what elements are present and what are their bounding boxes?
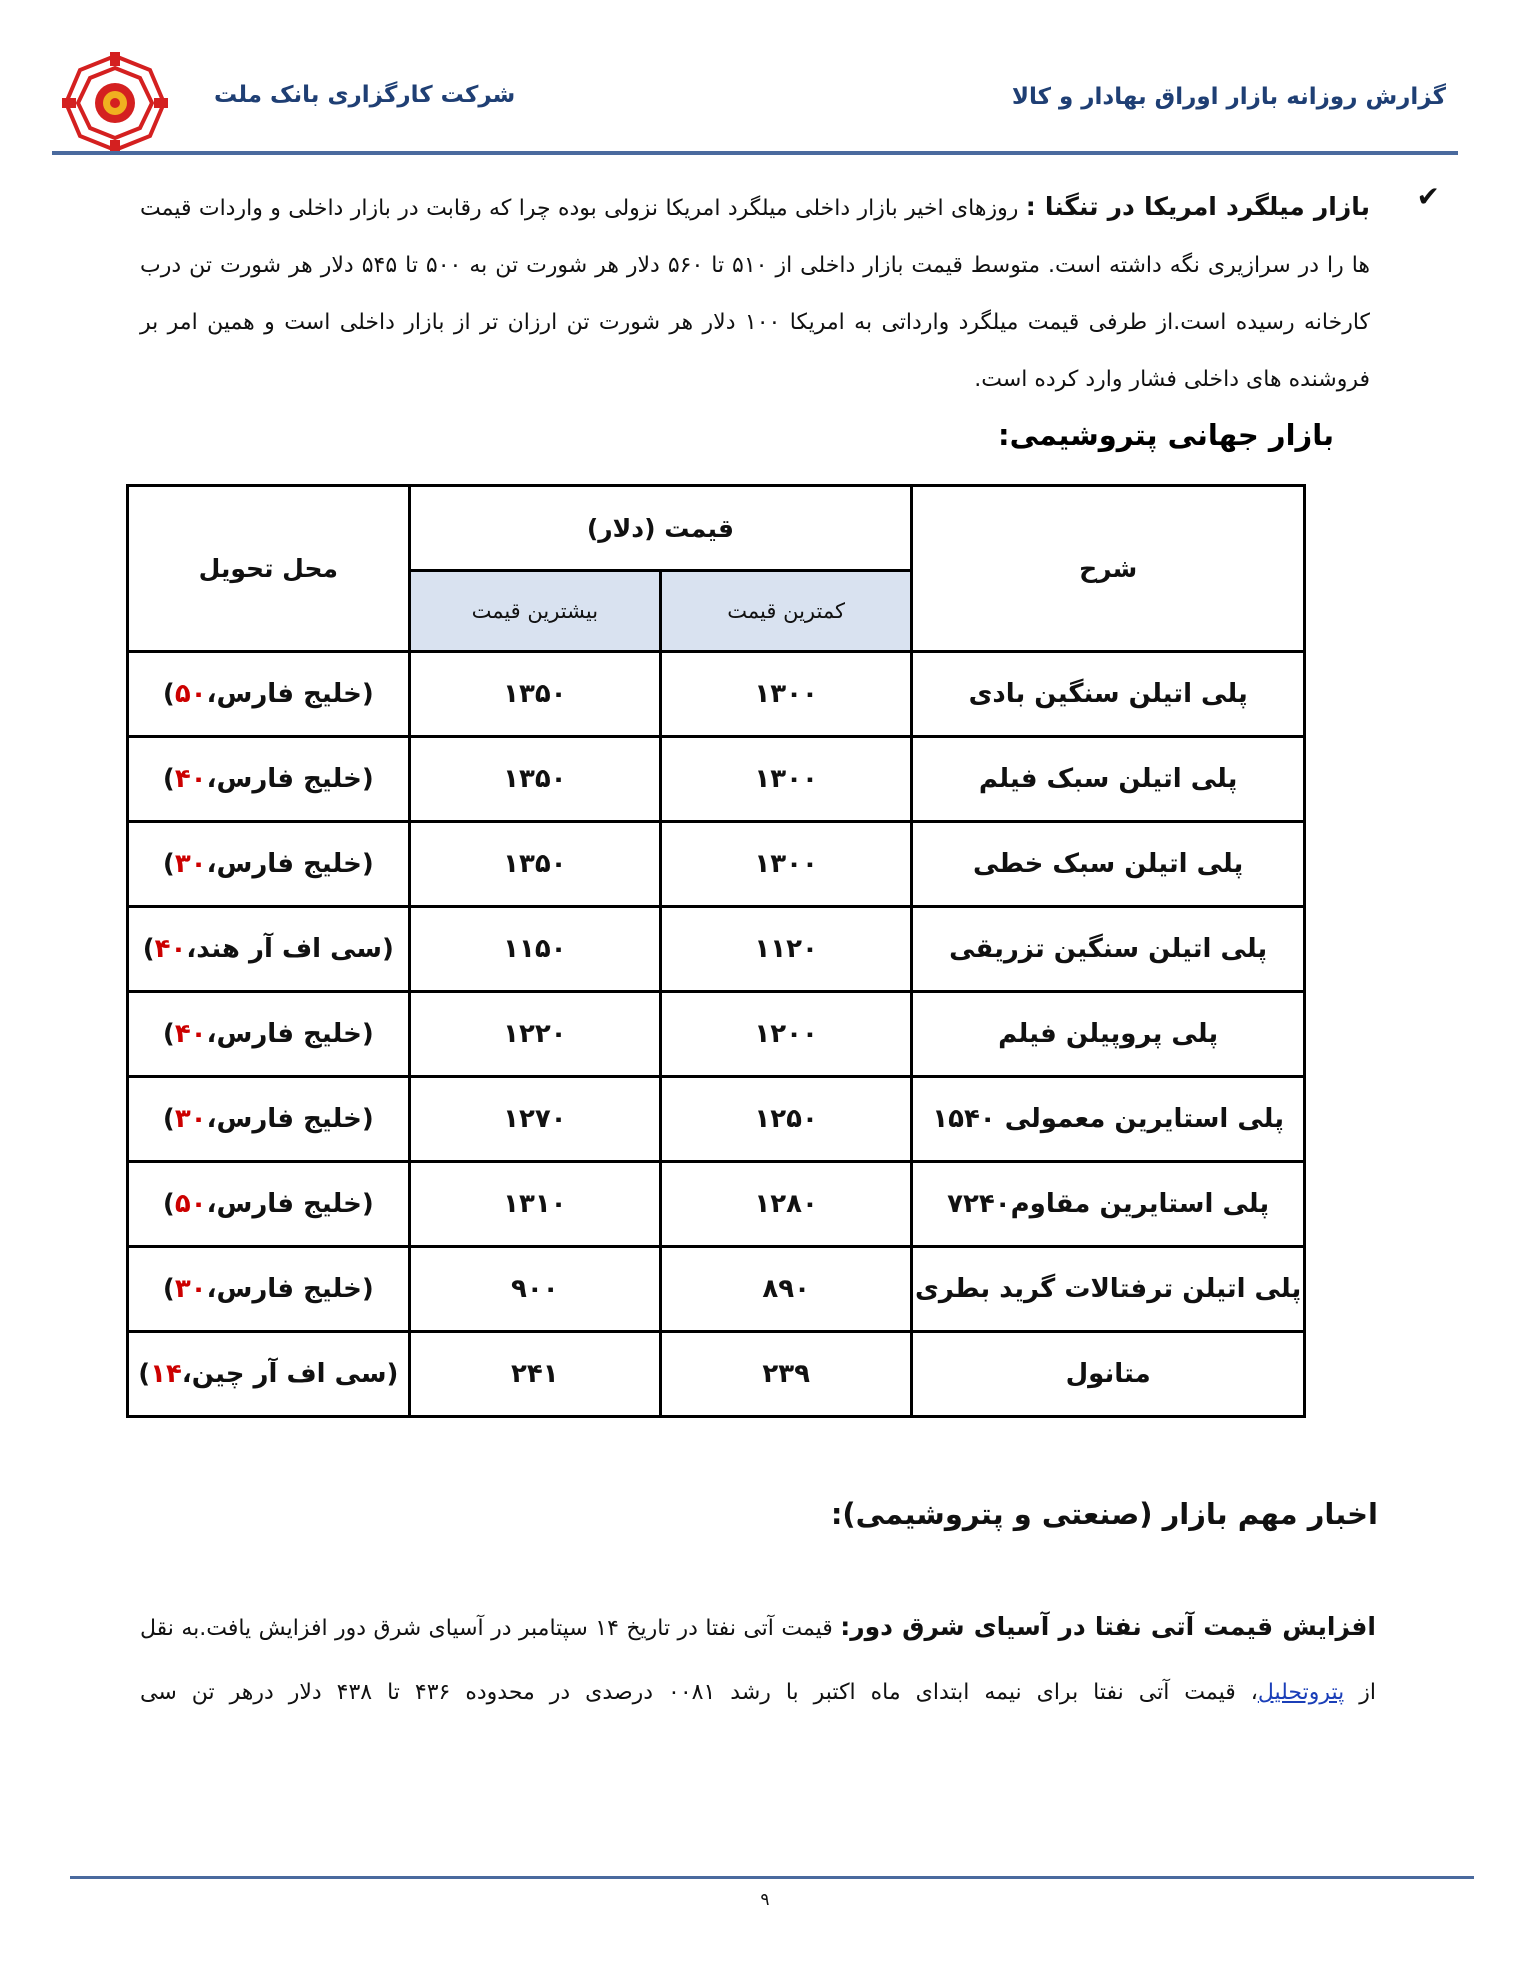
delivery-number: ۳۰ bbox=[174, 849, 207, 879]
table-row bbox=[128, 1162, 1305, 1247]
table-row bbox=[128, 1077, 1305, 1162]
row-max-price: ۱۱۵۰ bbox=[409, 907, 660, 992]
news-body-end: ، قیمت آتی نفتا برای نیمه ابتدای ماه اکتبر با رشد ۰۰۸۱ درصدی در محدوده ۴۳۶ تا ۴۳۸ دلار درهر تن سی bbox=[140, 1680, 1258, 1705]
row-min-price: ۱۲۸۰ bbox=[661, 1162, 912, 1247]
header-delivery: محل تحویل bbox=[128, 486, 410, 652]
delivery-place: (خلیج فارس، bbox=[206, 849, 374, 879]
report-title: گزارش روزانه بازار اوراق بهادار و کالا bbox=[1011, 84, 1446, 110]
delivery-number: ۴۰ bbox=[174, 764, 207, 794]
delivery-number: ۴۰ bbox=[174, 1019, 207, 1049]
row-delivery bbox=[128, 907, 410, 992]
row-description: پلی استایرین معمولی ۱۵۴۰ bbox=[912, 1077, 1305, 1162]
delivery-place: (خلیج فارس، bbox=[206, 1274, 374, 1304]
intro-paragraph bbox=[140, 178, 1370, 408]
delivery-place: (سی اف آر هند، bbox=[186, 934, 394, 964]
table-row bbox=[128, 652, 1305, 737]
row-description: پلی استایرین مقاوم۷۲۴۰ bbox=[912, 1162, 1305, 1247]
row-delivery bbox=[128, 992, 410, 1077]
delivery-close: ) bbox=[162, 1019, 175, 1049]
delivery-number: ۵۰ bbox=[174, 679, 207, 709]
row-description: پلی اتیلن سنگین تزریقی bbox=[912, 907, 1305, 992]
row-description: پلی اتیلن سنگین بادی bbox=[912, 652, 1305, 737]
news-paragraph bbox=[140, 1595, 1376, 1725]
intro-body: روزهای اخیر بازار داخلی میلگرد امریکا نزولی بوده چرا که رقابت در بازار داخلی و واردات قیمت ها را در سرازیری نگه داشته است. متوسط قیمت بازار داخلی از ۵۱۰ تا ۵۶۰ دلار هر شورت تن به ۵۰۰ تا ۵۴۵ دلار هر شورت تن درب کارخانه رسیده است.از طرفی قیمت میلگرد وارداتی به امریکا ۱۰۰ دلار هر شورت تن ارزان تر از بازار داخلی است و همین امر بر فروشنده های داخلی فشار وارد کرده است. bbox=[140, 196, 1371, 392]
row-max-price: ۱۳۵۰ bbox=[409, 737, 660, 822]
delivery-close: ) bbox=[162, 1189, 175, 1219]
delivery-number: ۱۴ bbox=[150, 1359, 182, 1389]
row-description: پلی پروپیلن فیلم bbox=[912, 992, 1305, 1077]
delivery-place: (خلیج فارس، bbox=[206, 764, 374, 794]
delivery-close: ) bbox=[162, 1104, 175, 1134]
row-max-price: ۱۲۲۰ bbox=[409, 992, 660, 1077]
company-name: شرکت کارگزاری بانک ملت bbox=[214, 82, 516, 108]
bank-mellat-logo bbox=[60, 50, 170, 156]
row-max-price: ۱۳۱۰ bbox=[409, 1162, 660, 1247]
row-description: پلی اتیلن سبک خطی bbox=[912, 822, 1305, 907]
row-min-price: ۸۹۰ bbox=[661, 1247, 912, 1332]
table-row bbox=[128, 737, 1305, 822]
row-min-price: ۱۳۰۰ bbox=[661, 737, 912, 822]
table-row bbox=[128, 1247, 1305, 1332]
delivery-close: ) bbox=[142, 934, 155, 964]
header-price-group: قیمت (دلار) bbox=[409, 486, 912, 571]
petrotahlil-link[interactable]: پتروتحلیل bbox=[1257, 1680, 1345, 1705]
row-min-price: ۲۳۹ bbox=[661, 1332, 912, 1417]
delivery-close: ) bbox=[162, 679, 175, 709]
row-max-price: ۲۴۱ bbox=[409, 1332, 660, 1417]
delivery-close: ) bbox=[162, 1274, 175, 1304]
delivery-place: (خلیج فارس، bbox=[206, 1019, 374, 1049]
delivery-place: (خلیج فارس، bbox=[206, 1104, 374, 1134]
row-min-price: ۱۱۲۰ bbox=[661, 907, 912, 992]
row-delivery bbox=[128, 652, 410, 737]
row-description: پلی اتیلن ترفتالات گرید بطری bbox=[912, 1247, 1305, 1332]
delivery-number: ۴۰ bbox=[154, 934, 187, 964]
row-min-price: ۱۲۰۰ bbox=[661, 992, 912, 1077]
row-delivery bbox=[128, 1077, 410, 1162]
header-description: شرح bbox=[912, 486, 1305, 652]
delivery-close: ) bbox=[138, 1359, 151, 1389]
petro-price-table bbox=[126, 484, 1306, 1418]
row-max-price: ۹۰۰ bbox=[409, 1247, 660, 1332]
delivery-close: ) bbox=[162, 849, 175, 879]
row-description: پلی اتیلن سبک فیلم bbox=[912, 737, 1305, 822]
row-max-price: ۱۳۵۰ bbox=[409, 652, 660, 737]
delivery-number: ۳۰ bbox=[174, 1104, 207, 1134]
row-min-price: ۱۳۰۰ bbox=[661, 822, 912, 907]
news-heading: اخبار مهم بازار (صنعتی و پتروشیمی): bbox=[830, 1497, 1378, 1531]
intro-lead: بازار میلگرد امریکا در تنگنا : bbox=[1025, 192, 1370, 221]
delivery-place: (خلیج فارس، bbox=[206, 1189, 374, 1219]
table-row bbox=[128, 992, 1305, 1077]
delivery-number: ۵۰ bbox=[174, 1189, 207, 1219]
page-number: ۹ bbox=[760, 1890, 770, 1910]
row-delivery bbox=[128, 737, 410, 822]
petro-section-heading: بازار جهانی پتروشیمی: bbox=[998, 418, 1334, 452]
table-row bbox=[128, 907, 1305, 992]
header-divider bbox=[52, 151, 1458, 155]
row-min-price: ۱۲۵۰ bbox=[661, 1077, 912, 1162]
table-row bbox=[128, 822, 1305, 907]
row-delivery bbox=[128, 1162, 410, 1247]
row-delivery bbox=[128, 1332, 410, 1417]
delivery-place: (سی اف آر چین، bbox=[181, 1359, 399, 1389]
row-delivery bbox=[128, 1247, 410, 1332]
table-row bbox=[128, 1332, 1305, 1417]
delivery-number: ۳۰ bbox=[174, 1274, 207, 1304]
row-description: متانول bbox=[912, 1332, 1305, 1417]
header-min-price: کمترین قیمت bbox=[661, 571, 912, 652]
header-max-price: بیشترین قیمت bbox=[409, 571, 660, 652]
row-min-price: ۱۳۰۰ bbox=[661, 652, 912, 737]
news-lead: افزایش قیمت آتی نفتا در آسیای شرق دور: bbox=[840, 1612, 1376, 1641]
footer-divider bbox=[70, 1876, 1474, 1879]
checkmark-icon: ✔ bbox=[1416, 180, 1440, 213]
delivery-place: (خلیج فارس، bbox=[206, 679, 374, 709]
row-max-price: ۱۲۷۰ bbox=[409, 1077, 660, 1162]
delivery-close: ) bbox=[162, 764, 175, 794]
news-body-start: قیمت آتی نفتا در تاریخ ۱۴ سپتامبر در آسیای شرق دور افزایش یافت.به نقل از bbox=[140, 1616, 1376, 1705]
row-max-price: ۱۳۵۰ bbox=[409, 822, 660, 907]
row-delivery bbox=[128, 822, 410, 907]
